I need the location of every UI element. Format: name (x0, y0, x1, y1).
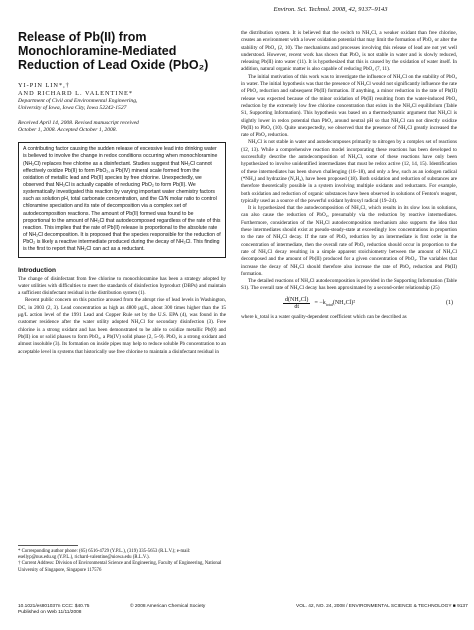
received-dates (18, 120, 226, 135)
affiliation-line-2: University of Iowa, Iowa City, Iowa 52242-1527 (18, 105, 127, 112)
body-paragraph-5: The detailed reactions of NH₂Cl autodecomposition is provided in the Supporting Information (Table S1). The overall rate of NH₂Cl decay has been approximated by a second-order relationship (25) (241, 278, 457, 292)
body-paragraph-6: where k_total is a water quality-dependent coefficient which can be described as (241, 313, 407, 320)
affiliation (18, 98, 226, 113)
affiliation-line-1: Department of Civil and Environmental Engineering, (18, 98, 138, 104)
received-line-1: Received April 14, 2008. Revised manuscript received (18, 119, 139, 126)
received-line-2: October 1, 2008. Accepted October 1, 2008. (18, 126, 118, 133)
author-line-1: YI-PIN LIN*,† (18, 82, 70, 89)
body-paragraph-1: the distribution system. It is believed that the switch to NH₂Cl, a weaker oxidant than free chlorine, creates an environment with a lower oxidation potential that may limit the formation of PbO₂ or alter the stability of PbO₂ (2, 10). The mechanisms and processes involving this release of lead are not yet well understood. However, recent work has shown that PbO₂ is not stable in water and is slowly reduced, releasing Pb(II) into water (11). It is hypothesized that this is caused by the oxidation of water itself. In addition, natural organic matter is also capable of reducing PbO₂ (7, 11). (241, 30, 457, 73)
equation-numerator: d(NH₂Cl) (285, 296, 309, 303)
equation-fraction (283, 297, 310, 310)
footer-published: Published on Web 11/11/2008 (18, 610, 82, 616)
left-column (18, 30, 226, 356)
equation-1 (283, 297, 457, 310)
right-column (241, 30, 457, 321)
equation-denominator: dt (294, 303, 300, 310)
footnote-1: * Corresponding author phone: (65) 6516-4729 (Y.P.L.), (319) 335-5653 (R.L.V.); e-mail: esellyp@nus.edu.sg (Y.P.L.), richard-valentine@uiowa.edu (R.L.V.). (18, 549, 191, 561)
footer-doi: 10.1021/es801037n CCC: $40.75 (18, 604, 90, 609)
abstract: A contributing factor causing the sudden release of excessive lead into drinking water is believed to involve the change in redox conditions occurring when monochloramine (NH₂Cl) replaces free chlorine as a disinfectant. Studies suggest that NH₂Cl cannot effectively oxidize Pb(II) to form PbO₂, a Pb(IV) mineral scale formed from the oxidation of metallic lead and Pb(II) species by free chlorine. Unexpectedly, we observed that NH₂Cl is actually capable of reducing PbO₂ to form Pb(II). We systematically investigated this reaction by varying important water chemistry factors such as solution pH, total carbonate concentration, and the Cl/N molar ratio to control chloramine speciation and its rate of decomposition via a complex set of autodecomposition reactions. The amount of Pb(II) formed was found to be proportional to the amount of NH₂Cl that autodecomposed regardless of the rate of this reaction. This implies that the rate of Pb(II) release is proportional to the absolute rate of NH₂Cl decomposition. It is proposed that the species responsible for the reduction of PbO₂ is likely a reactive intermediate produced during the decay of NH₂Cl. This finding is the first to report that NH₂Cl can act as a reductant. (18, 142, 226, 257)
footer-doi-block (18, 604, 89, 617)
footnotes (18, 545, 226, 574)
equation-number: (1) (446, 300, 453, 307)
footer-copyright: © 2008 American Chemical Society (130, 604, 206, 609)
authors (18, 82, 226, 98)
article-title: Release of Pb(II) from Monochloramine-Mediated Reduction of Lead Oxide (PbO₂) (18, 30, 209, 72)
body-paragraph-3: NH₂Cl is not stable in water and autodecomposes primarily to nitrogen by a complex set of reactions (12, 13). While a comprehensive reaction model incorporating these reactions has been developed to successfully describe the autodecomposition of NH₂Cl, some of these reactions have only been hypothesized to involve unidentified intermediates that must be redox active (12, 14, 15). Identification of these intermediates has been shown challenging (16–18), and only a few, such as an iodogen radical (*NH₂) and hydrazine (N₂H₄), have been proposed (18). Both oxidation and reduction of substances are therefore theoretically possible in a system involving multiple oxidants and reductants. For example, both oxidation and reduction of organic substances have been observed in solutions of Fenton's reagent, typically used as a source of the powerful oxidant hydroxyl radical (19–24). (241, 139, 457, 204)
intro-paragraph-1: The change of disinfectant from free chlorine to monochloramine has been a strategy adopted by water utilities with difficulties to meet the standards of disinfection byproduct (DBPs) and maintain a sufficient disinfectant residual in the distribution system (1). (18, 275, 226, 297)
intro-paragraph-2: Recent public concern on this practice aroused from the abrupt rise of lead levels in Washington, DC, in 2003 (2, 3). Lead concentration as high as 4800 μg/L, about 300 times higher than the 15 μg/L action level of the 1991 Lead and Copper Rule set by the U.S. EPA (4), was found in the customer residence after the water utility adopted NH₂Cl for secondary disinfection (3). Free chlorine is a strong oxidant and has been demonstrated to be able to oxidize metallic Pb(0) and Pb(II) ion or solid phases to form PbO₂, a Pb(IV) solid phase (2, 5–9). PbO₂ is a strong oxidant and almost insoluble (3). Its formation on inside pipes may help to reduce soluble Pb concentration to an acceptable level in systems that historically use free chlorine to maintain a disinfectant residual in (18, 297, 226, 355)
body-paragraph-2: The initial motivation of this work was to investigate the influence of NH₂Cl on the stability of PbO₂ in water. The initial hypothesis was that the presence of NH₂Cl would not significantly influence the rate of PbO₂ reduction and subsequent Pb(II) formation. If anything, a minor reduction in the rate of Pb(II) release was expected because of the minor oxidation of Pb(II) resulting from the water-induced PbO₂ reduction by the extremely low free chlorine concentration that exists in the NH₂Cl equilibrium (Table S1, Supporting Information). This hypothesis was based on a thermodynamic argument that NH₂Cl is slightly lower in redox potential than PbO₂ around neutral pH so that NH₂Cl can not directly oxidize Pb(II) to PbO₂ (10). Quite unexpectedly, we observed that the presence of NH₂Cl greatly increased the rate of PbO₂ reduction. (241, 73, 457, 139)
journal-header: Environ. Sci. Technol. 2008, 42, 9137–9143 (273, 6, 388, 13)
body-paragraph-4: It is hypothesized that the autodecomposition of NH₂Cl, which results in its slow loss in solutions, can also cause the reduction of PbO₂, presumably via the reduction by reactive intermediates. Furthermore, consideration of the NH₂Cl autodecomposition mechanism also supports the idea that these intermediates should exist at pseudo-steady-state at exceedingly low concentrations in proportion to the rate of NH₂Cl decay. If the rate of PbO₂ reduction by an intermediate is first order in the concentration of intermediate, then the overall rate of PbO₂ reduction should occur in proportion to the rate of NH₂Cl decay resulting in a simple apparent stoichiometry between the amount of NH₂Cl decomposed and the amount of Pb(II) produced for a given concentration of PbO₂. The variables that increase the decay of NH₂Cl should therefore also increase the rate of PbO₂ reduction and Pb(II) formation. (241, 205, 457, 277)
author-line-2: AND RICHARD L. VALENTINE* (18, 90, 134, 97)
footer-journal-info: VOL. 42, NO. 24, 2008 / ENVIRONMENTAL SCIENCE & TECHNOLOGY ■ 9137 (296, 604, 468, 609)
equation-rhs: = $-k_{total}(NH_2Cl)^2$ (314, 299, 356, 307)
footnote-divider (18, 545, 78, 546)
section-heading-introduction: Introduction (18, 266, 56, 274)
footnote-2: † Current Address: Division of Environmental Science and Engineering, Faculty of Engineering, National University of Singapore, Singapore 117576 (18, 561, 222, 573)
